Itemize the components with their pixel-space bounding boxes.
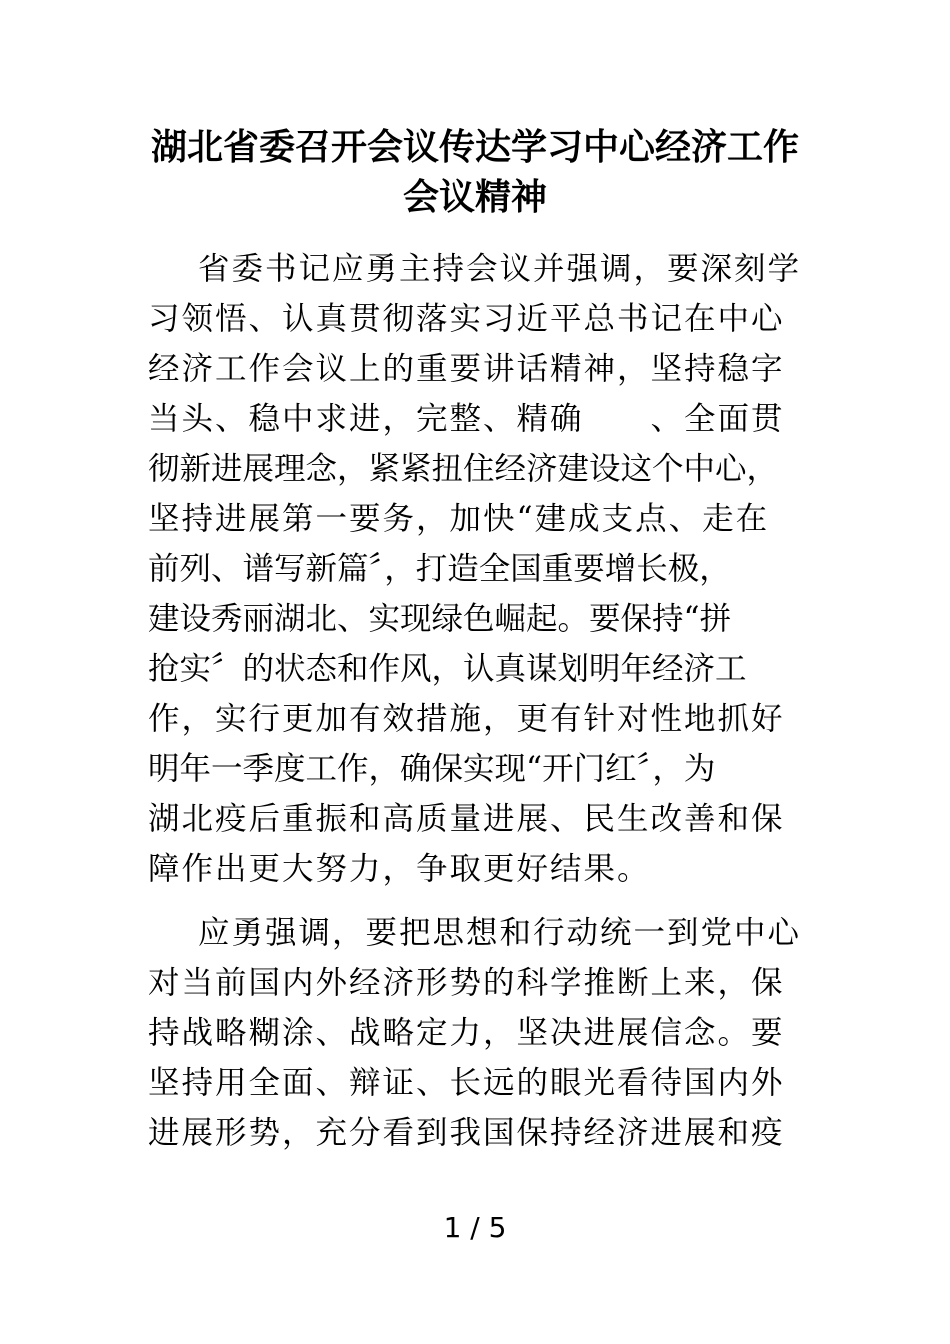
paragraph-line: 作，实行更加有效措施，更有针对性地抓好 bbox=[148, 701, 785, 737]
paragraph-line: 进展形势，充分看到我国保持经济进展和疫 bbox=[148, 1115, 785, 1151]
paragraph-line: 省委书记应勇主持会议并强调，要深刻学 bbox=[198, 251, 802, 287]
paragraph-line: 建设秀丽湖北、实现绿色崛起。要保持“拼 bbox=[148, 601, 732, 637]
paragraph-line: 抢实〞的状态和作风，认真谋划明年经济工 bbox=[148, 651, 747, 687]
paragraph-line: 明年一季度工作，确保实现“开门红〞，为 bbox=[148, 751, 716, 787]
paragraph-line: 持战略糊涂、战略定力，坚决进展信念。要 bbox=[148, 1015, 785, 1051]
paragraph-line: 前列、谱写新篇〞，打造全国重要增长极， bbox=[148, 551, 731, 587]
paragraph-line: 障作出更大努力，争取更好结果。 bbox=[148, 851, 651, 887]
paragraph-line: 坚持进展第一要务，加快“建成支点、走在 bbox=[148, 501, 770, 537]
paragraph-line: 习领悟、认真贯彻落实习近平总书记在中心 bbox=[148, 301, 785, 337]
document-title-line-1: 湖北省委召开会议传达学习中心经济工作 bbox=[150, 127, 799, 168]
paragraph-line: 当头、稳中求进，完整、精确 、全面贯 bbox=[148, 401, 785, 437]
paragraph-line: 坚持用全面、辩证、长远的眼光看待国内外 bbox=[148, 1065, 785, 1101]
paragraph-line: 应勇强调，要把思想和行动统一到党中心 bbox=[198, 915, 802, 951]
paragraph-line: 彻新进展理念，紧紧扭住经济建设这个中心， bbox=[148, 451, 779, 487]
document-title-line-2: 会议精神 bbox=[402, 177, 547, 218]
paragraph-line: 对当前国内外经济形势的科学推断上来，保 bbox=[148, 965, 785, 1001]
page-number: 1 / 5 bbox=[443, 1211, 507, 1244]
paragraph-line: 经济工作会议上的重要讲话精神，坚持稳字 bbox=[148, 351, 785, 387]
paragraph-line: 湖北疫后重振和高质量进展、民生改善和保 bbox=[148, 801, 785, 837]
